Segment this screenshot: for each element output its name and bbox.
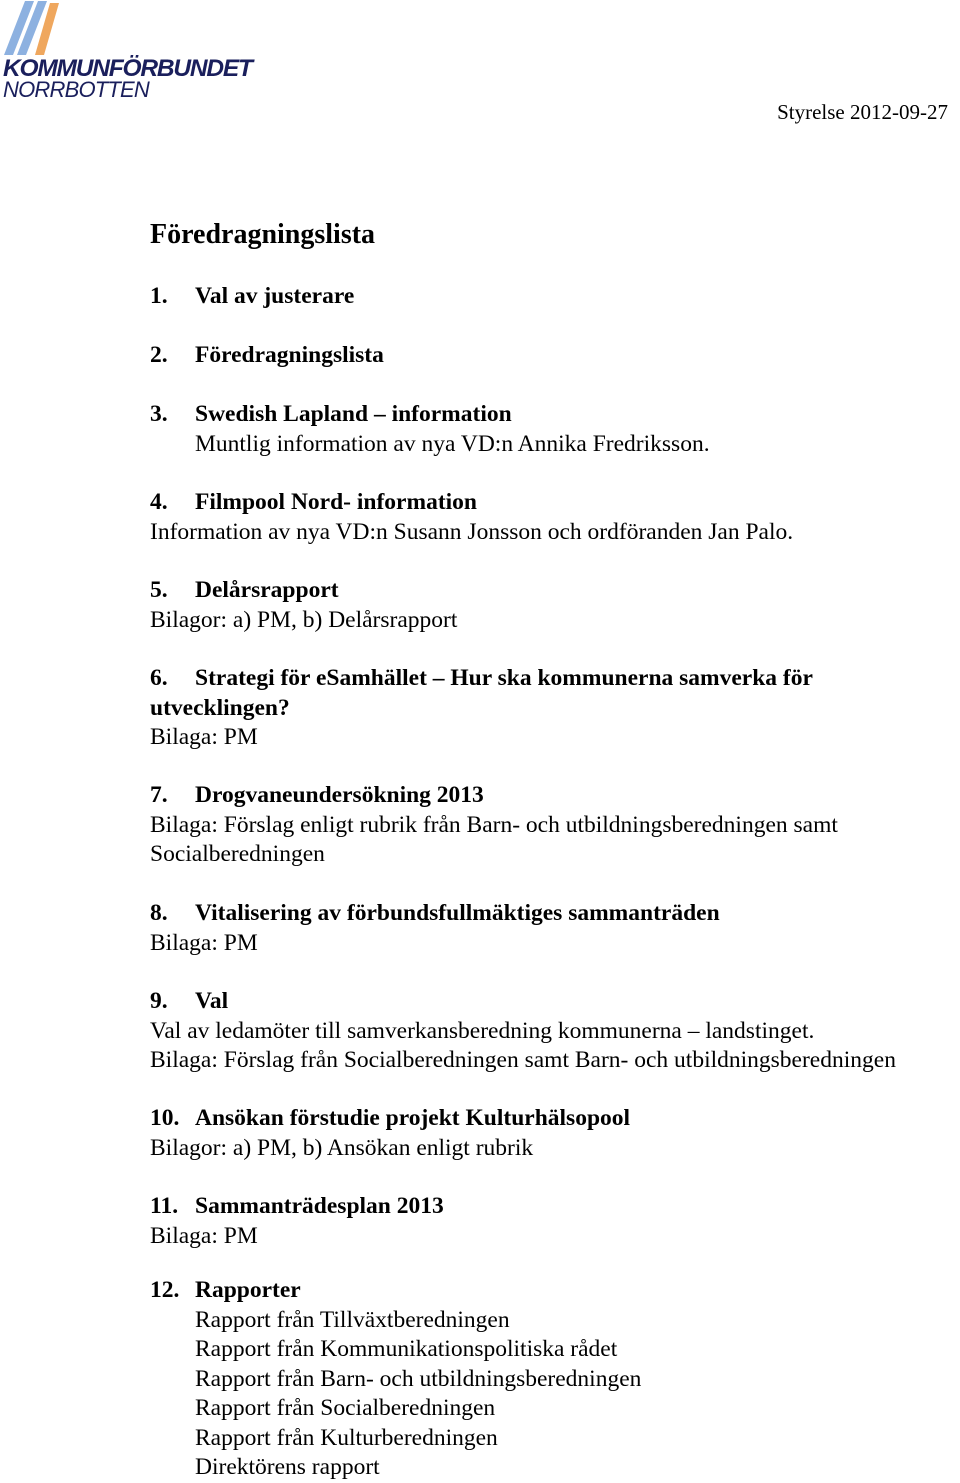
agenda-item-heading xyxy=(150,899,956,929)
agenda-item-5 xyxy=(150,576,956,635)
agenda-item-title: Delårsrapport xyxy=(195,577,339,603)
agenda-item-description: Muntlig information av nya VD:n Annika Fredriksson. xyxy=(195,430,710,457)
agenda-item-heading xyxy=(150,664,956,723)
agenda-item-attachment: Bilaga: PM xyxy=(150,929,258,956)
agenda-item-heading xyxy=(150,282,956,312)
agenda-item-heading xyxy=(150,1192,956,1222)
agenda-item-heading xyxy=(150,341,956,371)
report-line: Rapport från Kommunikationspolitiska rådet xyxy=(195,1336,618,1362)
agenda-item-number: 9. xyxy=(150,988,168,1014)
agenda-item-heading xyxy=(150,576,956,606)
agenda-item-number: 10. xyxy=(150,1105,180,1131)
page-title: Föredragningslista xyxy=(150,219,376,250)
agenda-item-heading xyxy=(150,1104,956,1134)
agenda-item-attachment: Bilagor: a) PM, b) Delårsrapport xyxy=(150,606,458,633)
agenda-item-title: Sammanträdesplan 2013 xyxy=(195,1193,444,1219)
agenda-item-11 xyxy=(150,1192,956,1251)
logo-stripes-icon xyxy=(2,0,62,58)
agenda-item-title: Swedish Lapland – information xyxy=(195,401,512,427)
agenda-item-attachment: Bilaga: PM xyxy=(150,724,258,750)
agenda-item-4 xyxy=(150,488,956,547)
agenda-item-number: 12. xyxy=(150,1277,180,1303)
report-line: Direktörens rapport xyxy=(195,1454,380,1480)
agenda-item-8 xyxy=(150,899,956,958)
agenda-item-title: Ansökan förstudie projekt Kulturhälsopool xyxy=(195,1105,631,1131)
report-line: Rapport från Barn- och utbildningsberedningen xyxy=(195,1365,642,1392)
agenda-item-10 xyxy=(150,1104,956,1163)
agenda-item-title: Val xyxy=(195,988,229,1014)
agenda-item-7 xyxy=(150,781,956,870)
agenda-item-attachment: Bilaga: Förslag enligt rubrik från Barn- och utbildningsberedningen samt Socialberedningen xyxy=(150,811,838,867)
agenda-item-number: 6. xyxy=(150,665,168,691)
agenda-item-title: Drogvaneundersökning 2013 xyxy=(195,782,484,808)
agenda-item-title: Vitalisering av förbundsfullmäktiges sammanträden xyxy=(195,900,720,926)
agenda-item-attachment: Bilaga: Förslag från Socialberedningen samt Barn- och utbildningsberedningen xyxy=(150,1047,896,1073)
agenda-item-number: 5. xyxy=(150,577,168,603)
header-meeting-date: Styrelse 2012-09-27 xyxy=(777,100,948,124)
agenda-item-number: 1. xyxy=(150,283,168,309)
agenda-item-number: 2. xyxy=(150,342,168,368)
agenda-item-12 xyxy=(150,1276,956,1483)
logo-text-line2: NORRBOTTEN xyxy=(3,77,150,102)
agenda-item-heading xyxy=(150,781,956,811)
agenda-item-title: Föredragningslista xyxy=(195,342,384,368)
org-logo xyxy=(0,0,252,104)
report-line: Rapport från Tillväxtberedningen xyxy=(195,1306,510,1333)
agenda-item-heading xyxy=(150,987,956,1017)
agenda-item-description: Val av ledamöter till samverkansberedning kommunerna – landstinget. xyxy=(150,1017,815,1044)
report-line: Rapport från Socialberedningen xyxy=(195,1395,496,1421)
agenda-item-number: 3. xyxy=(150,401,168,427)
agenda-item-description: Information av nya VD:n Susann Jonsson och ordföranden Jan Palo. xyxy=(150,518,794,545)
agenda-item-number: 7. xyxy=(150,782,168,808)
logo-text-line1: KOMMUNFÖRBUNDET xyxy=(3,55,252,82)
agenda-item-attachment: Bilaga: PM xyxy=(150,1222,258,1249)
agenda-item-6 xyxy=(150,664,956,753)
agenda-item-3 xyxy=(150,400,956,459)
agenda-item-title: Strategi för eSamhället – Hur ska kommunerna samverka för utvecklingen? xyxy=(150,665,813,721)
report-line: Rapport från Kulturberedningen xyxy=(195,1424,498,1451)
agenda-item-title: Val av justerare xyxy=(195,283,355,309)
agenda-item-title: Filmpool Nord- information xyxy=(195,489,477,515)
agenda-item-number: 8. xyxy=(150,900,168,926)
agenda-item-title: Rapporter xyxy=(195,1277,301,1303)
agenda-item-2 xyxy=(150,341,956,371)
agenda-item-attachment: Bilagor: a) PM, b) Ansökan enligt rubrik xyxy=(150,1134,534,1161)
agenda-item-heading xyxy=(150,400,956,430)
agenda-item-heading xyxy=(150,1276,956,1306)
agenda-item-number: 4. xyxy=(150,489,168,515)
agenda-item-number: 11. xyxy=(150,1193,179,1219)
agenda-item-heading xyxy=(150,488,956,518)
agenda-item-9 xyxy=(150,987,956,1076)
agenda-item-1 xyxy=(150,282,956,312)
